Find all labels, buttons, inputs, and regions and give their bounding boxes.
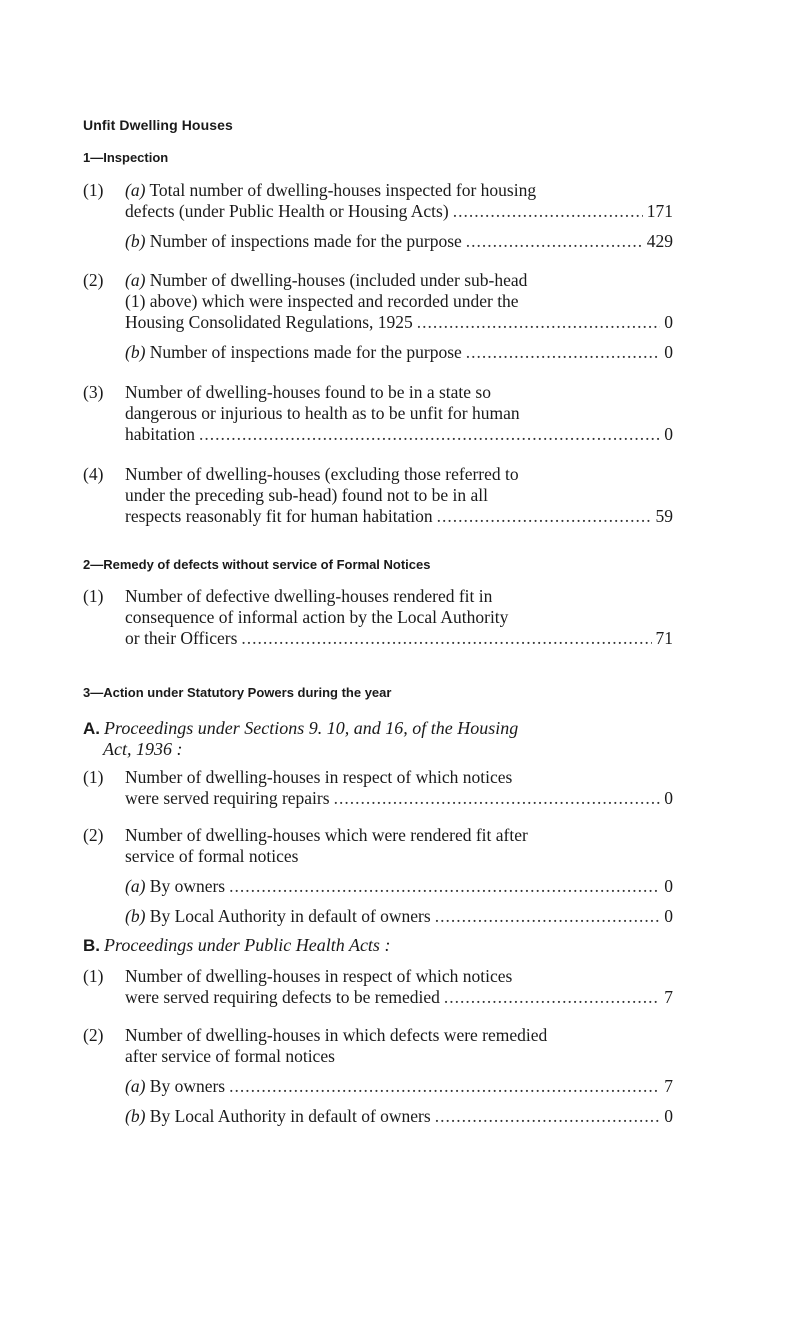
item-number: (1) [83,586,104,606]
leader-line: or their Officers ..... 71 [125,628,673,649]
dot-leader [435,1106,661,1127]
text-line: (1) above) which were inspected and recorded under the [125,291,519,311]
section-1-heading: 1—Inspection [83,150,169,165]
dot-leader [444,987,660,1008]
text-line: consequence of informal action by the Local Authority [125,607,509,627]
item-number: (2) [83,1025,104,1045]
leader-line: (a) By owners ..... 7 [125,1076,673,1097]
s1-item-3 [83,382,673,445]
text-line: service of formal notices [125,846,299,866]
text-line: Number of dwelling-houses which were rendered fit after [125,825,528,845]
dot-leader [199,424,660,445]
sub-tag: (b) [125,906,146,926]
s3b-item-2 [83,1025,673,1127]
item-number: (1) [83,180,104,200]
dot-leader [435,906,661,927]
subsection-a-heading [83,718,673,760]
dot-leader [453,201,643,222]
text-line: Number of dwelling-houses in respect of which notices [125,767,513,787]
subsection-b-heading [83,935,673,956]
s3a-item-2 [83,825,673,927]
item-number: (2) [83,270,104,290]
count-value: 7 [664,987,673,1007]
count-value: 59 [655,506,673,526]
leader-line: Housing Consolidated Regulations, 1925 ..... 0 [125,312,673,333]
sub-tag: (b) [125,342,146,362]
text-line: after service of formal notices [125,1046,335,1066]
s1-item-1 [83,180,673,252]
subsection-letter: B. [83,936,100,955]
leader-line: (b) Number of inspections made for the purpose ..... 429 [125,231,673,252]
text-line: Proceedings under Sections 9. 10, and 16, of the Housing [104,718,519,738]
count-value: 0 [664,788,673,808]
s2-item-1 [83,586,673,649]
s3b-item-1 [83,966,673,1008]
section-2-heading: 2—Remedy of defects without service of Formal Notices [83,557,431,572]
leader-line: were served requiring defects to be remedied ..... 7 [125,987,673,1008]
count-value: 7 [664,1076,673,1096]
count-value: 0 [664,876,673,896]
count-value: 429 [646,231,673,251]
text-line: Total number of dwelling-houses inspected for housing [149,180,537,200]
leader-line: (b) Number of inspections made for the purpose ..... 0 [125,342,673,363]
dot-leader [437,506,652,527]
section-3-heading: 3—Action under Statutory Powers during the year [83,685,392,700]
count-value: 0 [664,424,673,444]
dot-leader [229,1076,660,1097]
count-value: 0 [664,1106,673,1126]
leader-line: habitation ..... 0 [125,424,673,445]
sub-tag: (a) [125,180,146,200]
leader-line: (b) By Local Authority in default of owners ..... 0 [125,906,673,927]
text-line: Act, 1936 : [103,739,183,759]
text-line: under the preceding sub-head) found not to be in all [125,485,489,505]
sub-tag: (a) [125,876,146,896]
s1-item-2 [83,270,673,363]
dot-leader [466,231,643,252]
item-number: (2) [83,825,104,845]
item-number: (3) [83,382,104,402]
leader-line: (b) By Local Authority in default of owners ..... 0 [125,1106,673,1127]
text-line: Number of dwelling-houses in which defects were remedied [125,1025,548,1045]
text-line: Number of dwelling-houses in respect of which notices [125,966,513,986]
s1-item-4 [83,464,673,527]
item-number: (1) [83,966,104,986]
sub-tag: (b) [125,1106,146,1126]
sub-tag: (b) [125,231,146,251]
s3a-item-1 [83,767,673,809]
text-line: dangerous or injurious to health as to be unfit for human [125,403,520,423]
dot-leader [241,628,651,649]
count-value: 0 [664,906,673,926]
text-line: Number of dwelling-houses (included under sub-head [149,270,528,290]
leader-line: respects reasonably fit for human habitation ..... 59 [125,506,673,527]
text-line: Number of defective dwelling-houses rendered fit in [125,586,493,606]
dot-leader [334,788,661,809]
item-number: (4) [83,464,104,484]
text-line: Number of dwelling-houses (excluding those referred to [125,464,519,484]
leader-line: defects (under Public Health or Housing Acts) ..... 171 [125,201,673,222]
subsection-letter: A. [83,719,100,738]
leader-line: were served requiring repairs ..... 0 [125,788,673,809]
page-title: Unfit Dwelling Houses [83,117,233,133]
dot-leader [229,876,660,897]
leader-line: (a) By owners ..... 0 [125,876,673,897]
dot-leader [466,342,660,363]
count-value: 71 [655,628,673,648]
text-line: Proceedings under Public Health Acts : [104,935,391,955]
dot-leader [417,312,660,333]
text-line: Number of dwelling-houses found to be in a state so [125,382,491,402]
sub-tag: (a) [125,270,146,290]
sub-tag: (a) [125,1076,146,1096]
count-value: 171 [646,201,673,221]
item-number: (1) [83,767,104,787]
count-value: 0 [664,342,673,362]
count-value: 0 [664,312,673,332]
